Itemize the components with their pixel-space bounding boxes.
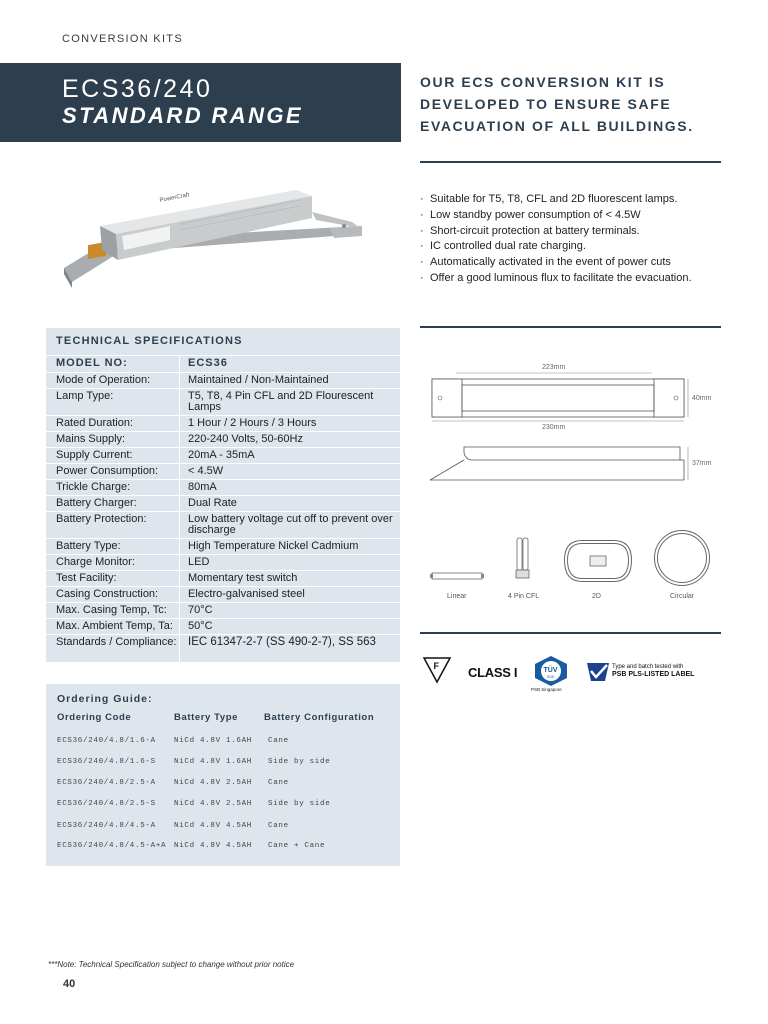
tagline — [420, 71, 720, 137]
divider — [420, 161, 721, 163]
dim-bottom-label: 230mm — [542, 424, 566, 431]
psb-label — [612, 664, 694, 678]
spec-row — [46, 586, 400, 602]
spec-row — [46, 447, 400, 463]
dimension-diagram — [420, 355, 720, 485]
spec-value: 1 Hour / 2 Hours / 3 Hours — [188, 417, 317, 429]
spec-key: Max. Ambient Temp, Ta: — [46, 619, 180, 634]
order-battery: NiCd 4.8V 4.5AH — [174, 822, 253, 830]
order-battery: NiCd 4.8V 1.6AH — [174, 758, 253, 766]
lamp-types — [420, 528, 720, 603]
order-config: Cane + Cane — [268, 842, 326, 850]
order-code: ECS36/240/4.8/2.5-S — [57, 800, 156, 808]
product-brand: PowerCraft — [159, 192, 190, 204]
spec-key: Power Consumption: — [46, 464, 180, 479]
spec-value: 80mA — [188, 481, 217, 493]
spec-header-key: MODEL NO: — [46, 356, 180, 372]
spec-value: Electro-galvanised steel — [188, 588, 305, 600]
order-battery: NiCd 4.8V 2.5AH — [174, 800, 253, 808]
tuv-logo-icon — [533, 655, 569, 687]
spec-row — [46, 570, 400, 586]
product-image — [60, 178, 370, 298]
f-mark-icon — [422, 656, 452, 684]
spec-key: Charge Monitor: — [46, 555, 180, 570]
tagline-line: EVACUATION OF ALL BUILDINGS. — [420, 118, 694, 134]
spec-row — [46, 618, 400, 634]
spec-header-value: ECS36 — [188, 357, 228, 369]
lamp-caption: 2D — [592, 593, 601, 600]
feature-item: · Suitable for T5, T8, CFL and 2D fluorescent lamps. — [420, 192, 720, 208]
feature-item: · IC controlled dual rate charging. — [420, 239, 720, 255]
title-model: ECS36/240 — [62, 75, 213, 103]
order-code: ECS36/240/4.8/1.6-A — [57, 737, 156, 745]
linear-lamp-icon — [430, 573, 484, 579]
spec-value: Momentary test switch — [188, 572, 298, 584]
spec-row — [46, 495, 400, 511]
ordering-guide — [46, 684, 400, 866]
spec-table — [46, 328, 400, 662]
order-battery: NiCd 4.8V 1.6AH — [174, 737, 253, 745]
feature-item: · Short-circuit protection at battery terminals. — [420, 224, 720, 240]
divider — [420, 632, 721, 634]
tuv-caption: PSB Singapore — [531, 687, 562, 692]
spec-key: Rated Duration: — [46, 416, 180, 431]
order-code: ECS36/240/4.8/4.5-A+A — [57, 842, 167, 850]
dim-side-label: 40mm — [692, 395, 712, 402]
2d-lamp-icon — [566, 542, 630, 580]
psb-line2: PSB PLS-LISTED LABEL — [612, 671, 695, 678]
divider — [420, 326, 721, 328]
order-config: Side by side — [268, 800, 331, 808]
tuv-text: TÜV — [543, 667, 558, 674]
spec-key: Standards / Compliance: — [46, 635, 180, 662]
spec-value: LED — [188, 556, 210, 568]
spec-value: T5, T8, 4 Pin CFL and 2D Flourescent Lamps — [188, 390, 374, 413]
spec-value: < 4.5W — [188, 465, 224, 477]
order-config: Cane — [268, 822, 289, 830]
spec-row — [46, 463, 400, 479]
ordering-title: Ordering Guide: — [57, 693, 153, 705]
feature-item: · Automatically activated in the event of power cuts — [420, 255, 720, 271]
psb-line1: Type and batch tested with — [612, 664, 684, 670]
lamp-caption: Circular — [670, 593, 695, 600]
spec-row — [46, 602, 400, 618]
lamp-caption: 4 Pin CFL — [508, 593, 540, 600]
title-band — [0, 63, 401, 142]
order-battery: NiCd 4.8V 4.5AH — [174, 842, 253, 850]
spec-value: High Temperature Nickel Cadmium — [188, 540, 359, 552]
class-i-label: CLASS I — [468, 665, 518, 680]
cfl-lamp-icon — [516, 538, 529, 578]
spec-key: Battery Protection: — [46, 512, 180, 538]
spec-value: 70°C — [188, 604, 213, 616]
circular-lamp-icon — [656, 532, 708, 584]
dim-height-label: 37mm — [692, 460, 712, 467]
tagline-line: DEVELOPED TO ENSURE SAFE — [420, 96, 672, 112]
spec-key: Max. Casing Temp, Tc: — [46, 603, 180, 618]
spec-row — [46, 479, 400, 495]
spec-key: Battery Charger: — [46, 496, 180, 511]
spec-row — [46, 511, 400, 538]
spec-row — [46, 372, 400, 388]
spec-row — [46, 388, 400, 415]
spec-heading: TECHNICAL SPECIFICATIONS — [56, 335, 243, 347]
spec-value: Maintained / Non-Maintained — [188, 374, 329, 386]
spec-key: Supply Current: — [46, 448, 180, 463]
order-code: ECS36/240/4.8/2.5-A — [57, 779, 156, 787]
psb-check-icon — [585, 661, 611, 683]
dim-top-label: 223mm — [542, 364, 566, 371]
spec-value: 50°C — [188, 620, 213, 632]
col-battery-config: Battery Configuration — [264, 712, 375, 723]
footnote: ***Note: Technical Specification subject to change without prior notice — [48, 960, 295, 969]
order-config: Side by side — [268, 758, 331, 766]
spec-header-row — [46, 355, 400, 372]
feature-item: · Low standby power consumption of < 4.5W — [420, 208, 720, 224]
spec-value: Dual Rate — [188, 497, 237, 509]
spec-row — [46, 554, 400, 570]
order-code: ECS36/240/4.8/1.6-S — [57, 758, 156, 766]
spec-key: Casing Construction: — [46, 587, 180, 602]
feature-list — [420, 192, 720, 287]
order-code: ECS36/240/4.8/4.5-A — [57, 822, 156, 830]
order-battery: NiCd 4.8V 2.5AH — [174, 779, 253, 787]
spec-key: Trickle Charge: — [46, 480, 180, 495]
order-config: Cane — [268, 779, 289, 787]
spec-value: 220-240 Volts, 50-60Hz — [188, 433, 303, 445]
section-label: CONVERSION KITS — [62, 33, 183, 45]
spec-row — [46, 634, 400, 662]
tagline-line: OUR ECS CONVERSION KIT IS — [420, 74, 666, 90]
spec-row — [46, 415, 400, 431]
spec-key: Lamp Type: — [46, 389, 180, 415]
spec-key: Test Facility: — [46, 571, 180, 586]
spec-key: Mains Supply: — [46, 432, 180, 447]
col-battery-type: Battery Type — [174, 712, 239, 723]
spec-key: Battery Type: — [46, 539, 180, 554]
order-config: Cane — [268, 737, 289, 745]
tuv-sub-text: SÜD — [547, 675, 555, 679]
spec-value: 20mA - 35mA — [188, 449, 255, 461]
feature-item: · Offer a good luminous flux to facilitate the evacuation. — [420, 271, 720, 287]
title-range: STANDARD RANGE — [62, 103, 303, 128]
lamp-caption: Linear — [447, 593, 467, 600]
spec-value: IEC 61347-2-7 (SS 490-2-7), SS 563 — [188, 636, 376, 648]
page-number: 40 — [63, 978, 76, 990]
col-ordering-code: Ordering Code — [57, 712, 132, 723]
spec-key: Mode of Operation: — [46, 373, 180, 388]
spec-row — [46, 431, 400, 447]
spec-row — [46, 538, 400, 554]
spec-value: Low battery voltage cut off to prevent over discharge — [188, 513, 393, 536]
f-mark-letter: F — [433, 661, 439, 671]
